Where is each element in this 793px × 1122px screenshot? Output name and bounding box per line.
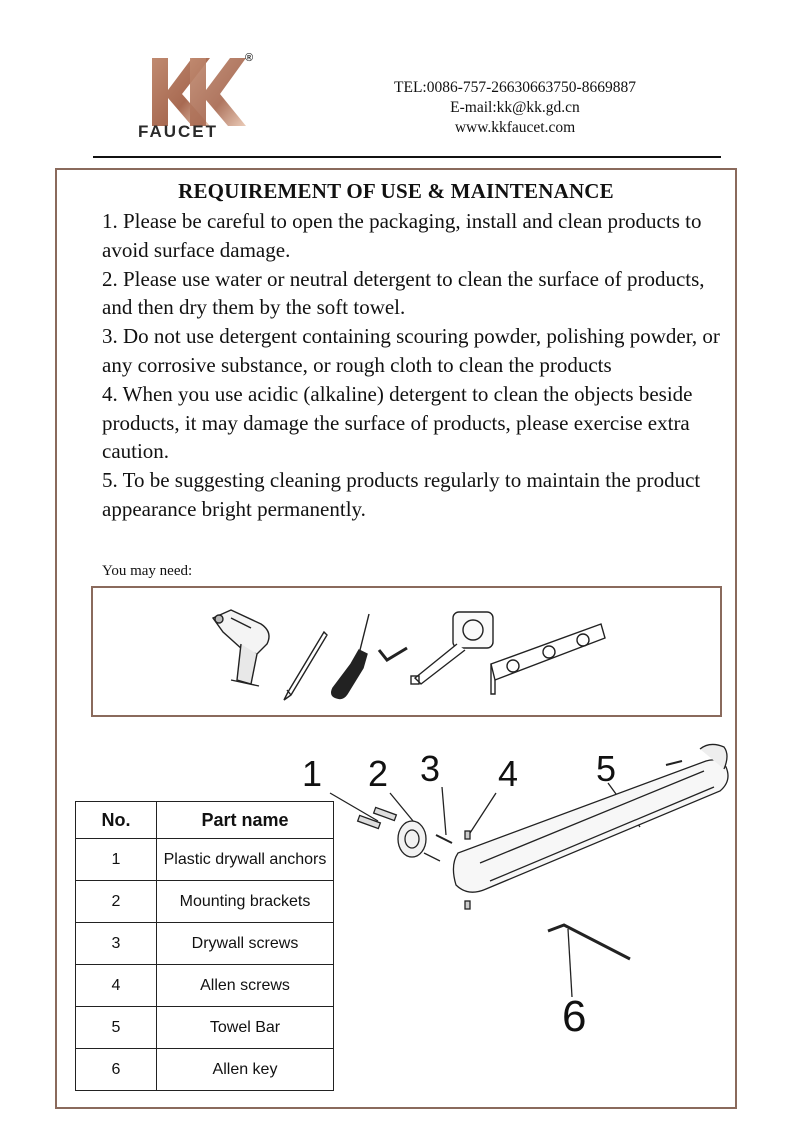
maintenance-item: 1. Please be careful to open the packaging, install and clean products to avoid surface damage. xyxy=(102,209,702,262)
anchor-parts xyxy=(358,807,397,828)
maintenance-list xyxy=(102,207,722,524)
part-name: Allen key xyxy=(157,1049,334,1091)
spirit-level-icon xyxy=(491,624,605,694)
contact-tel: TEL:0086-757-26630663750-8669887 xyxy=(394,79,636,96)
allen-key-part xyxy=(548,925,630,959)
part-name: Towel Bar xyxy=(157,1007,334,1049)
registered-mark: ® xyxy=(245,52,254,64)
logo-text: FAUCET xyxy=(138,122,218,141)
header-no: No. xyxy=(76,802,157,839)
diagram-label-2: 2 xyxy=(368,753,389,794)
part-number: 1 xyxy=(76,839,157,881)
tools-illustration xyxy=(91,586,722,717)
part-number: 4 xyxy=(76,965,157,1007)
part-name: Plastic drywall anchors xyxy=(157,839,334,881)
part-number: 3 xyxy=(76,923,157,965)
maintenance-item: 4. When you use acidic (alkaline) detergent to clean the objects beside products, it may damage the surface of products, please exercise extra caution. xyxy=(102,381,693,464)
part-number: 2 xyxy=(76,881,157,923)
towel-bar-part xyxy=(453,744,728,892)
part-name: Drywall screws xyxy=(157,923,334,965)
screwdriver-icon xyxy=(332,614,369,699)
tape-measure-icon xyxy=(411,612,493,684)
part-name: Mounting brackets xyxy=(157,881,334,923)
header-part-name: Part name xyxy=(157,802,334,839)
maintenance-item: 5. To be suggesting cleaning products regularly to maintain the product appearance bright permanently. xyxy=(102,468,701,521)
diagram-label-4: 4 xyxy=(498,753,519,794)
tools-label: You may need: xyxy=(102,563,193,579)
allen-key-icon xyxy=(379,648,407,660)
part-number: 6 xyxy=(76,1049,157,1091)
diagram-label-1: 1 xyxy=(302,753,323,794)
section-title: REQUIREMENT OF USE & MAINTENANCE xyxy=(178,179,614,203)
pencil-icon xyxy=(284,632,327,700)
contact-website: www.kkfaucet.com xyxy=(454,119,576,136)
contact-email: E-mail:kk@kk.gd.cn xyxy=(450,99,580,116)
diagram-label-3: 3 xyxy=(420,748,441,789)
part-number: 5 xyxy=(76,1007,157,1049)
drill-icon xyxy=(213,610,269,686)
diagram-label-5: 5 xyxy=(596,748,617,789)
screw-part xyxy=(436,835,452,843)
diagram-label-6: 6 xyxy=(562,992,587,1041)
header-divider xyxy=(93,156,721,158)
part-name: Allen screws xyxy=(157,965,334,1007)
contact-block xyxy=(340,78,690,138)
maintenance-item: 3. Do not use detergent containing scouring powder, polishing powder, or any corrosive substance, or rough cloth to clean the products xyxy=(102,324,720,377)
maintenance-item: 2. Please use water or neutral detergent to clean the surface of products, and then dry them by the soft towel. xyxy=(102,266,705,320)
bracket-part xyxy=(398,821,440,861)
assembly-diagram xyxy=(290,735,750,1055)
